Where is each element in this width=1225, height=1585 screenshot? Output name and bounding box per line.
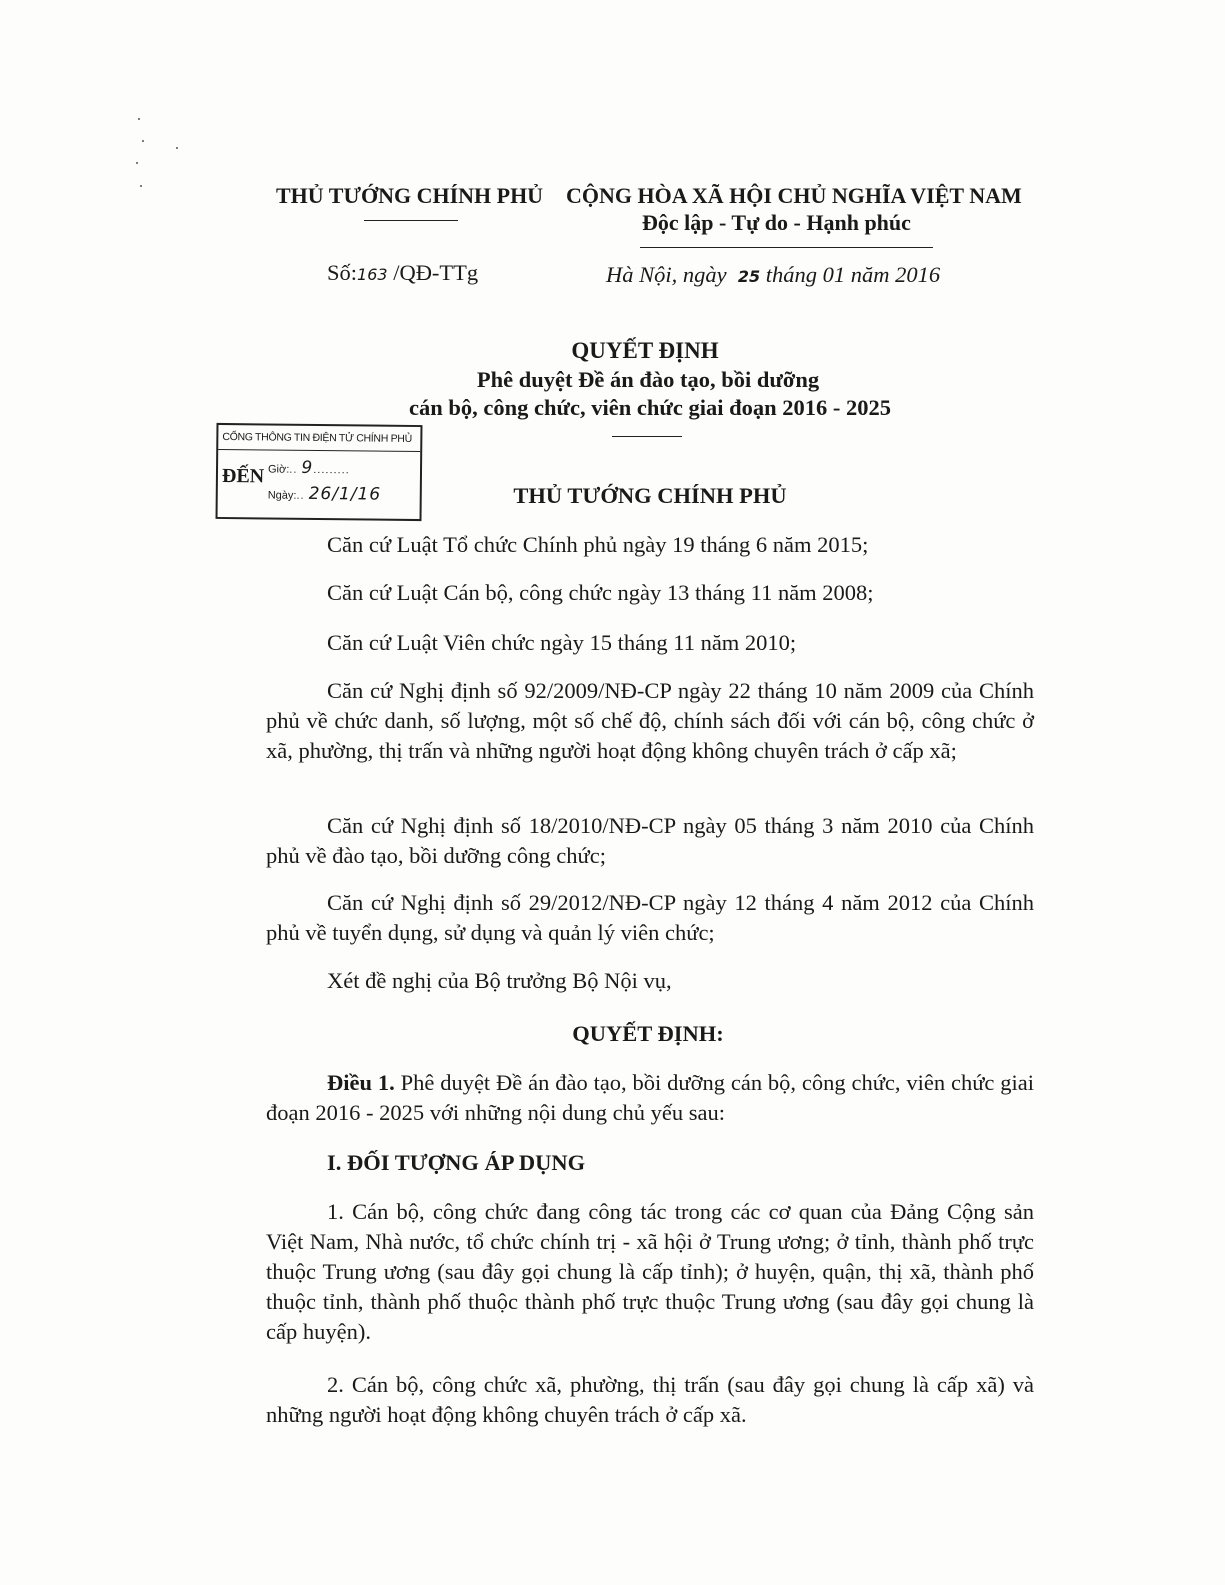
document-number: Số:163 /QĐ-TTg bbox=[327, 260, 479, 285]
document-subject-line2: cán bộ, công chức, viên chức giai đoạn 2016 - 2025 bbox=[408, 395, 891, 420]
stamp-date: Ngày:.. 26/1/16 bbox=[267, 483, 382, 505]
authority-heading: THỦ TƯỚNG CHÍNH PHỦ bbox=[513, 483, 787, 508]
section-1-item: 1. Cán bộ, công chức đang công tác trong các cơ quan của Đảng Cộng sản Việt Nam, Nhà nước, tổ chức chính trị - xã hội ở Trung ương; ở tỉnh, thành phố trực thuộc Trung ương (sau đây gọi chung là cấp tỉnh); ở huyện, quận, thị xã, thành phố thuộc tỉnh, thành phố thuộc thành phố trực thuộc Trung ương (sau đây gọi chung là cấp huyện). bbox=[266, 1199, 1034, 1344]
stamp-header: CỔNG THÔNG TIN ĐIỆN TỬ CHÍNH PHỦ bbox=[218, 425, 420, 452]
motto-underline bbox=[640, 247, 933, 248]
issuer-title: THỦ TƯỚNG CHÍNH PHỦ bbox=[276, 183, 544, 208]
scan-speck bbox=[140, 185, 142, 187]
scan-speck bbox=[142, 140, 144, 142]
issuer-underline bbox=[364, 220, 458, 221]
stamp-label: ĐẾN bbox=[221, 464, 265, 488]
country-title: CỘNG HÒA XÃ HỘI CHỦ NGHĨA VIỆT NAM bbox=[566, 183, 1022, 208]
legal-basis: Căn cứ Luật Tổ chức Chính phủ ngày 19 tháng 6 năm 2015; bbox=[327, 532, 869, 557]
legal-basis: Căn cứ Luật Cán bộ, công chức ngày 13 tháng 11 năm 2008; bbox=[327, 580, 874, 605]
handwritten-number: 163 bbox=[357, 265, 388, 284]
article-1: Điều 1. Phê duyệt Đề án đào tạo, bồi dưỡng cán bộ, công chức, viên chức giai đoạn 2016 - 2025 với những nội dung chủ yếu sau: bbox=[266, 1070, 1034, 1125]
stamp-date-value: 26/1/16 bbox=[308, 483, 382, 505]
document-type: QUYẾT ĐỊNH bbox=[571, 338, 719, 363]
handwritten-day: 25 bbox=[737, 267, 761, 286]
legal-basis: Căn cứ Luật Viên chức ngày 15 tháng 11 năm 2010; bbox=[327, 630, 797, 655]
legal-basis: Căn cứ Nghị định số 18/2010/NĐ-CP ngày 05 tháng 3 năm 2010 của Chính phủ về đào tạo, bồi dưỡng công chức; bbox=[266, 813, 1034, 868]
decision-heading: QUYẾT ĐỊNH: bbox=[572, 1021, 724, 1046]
scan-speck bbox=[136, 162, 138, 164]
motto: Độc lập - Tự do - Hạnh phúc bbox=[642, 210, 911, 235]
scan-speck bbox=[138, 118, 140, 120]
legal-basis: Căn cứ Nghị định số 92/2009/NĐ-CP ngày 22 tháng 10 năm 2009 của Chính phủ về chức danh, số lượng, một số chế độ, chính sách đối với cán bộ, công chức ở xã, phường, thị trấn và những người hoạt động không chuyên trách ở cấp xã; bbox=[266, 678, 1034, 763]
legal-basis: Căn cứ Nghị định số 29/2012/NĐ-CP ngày 12 tháng 4 năm 2012 của Chính phủ về tuyển dụng, sử dụng và quản lý viên chức; bbox=[266, 890, 1034, 945]
section-1-item: 2. Cán bộ, công chức xã, phường, thị trấn (sau đây gọi chung là cấp xã) và những người hoạt động không chuyên trách ở cấp xã. bbox=[266, 1372, 1034, 1427]
section-1-heading: I. ĐỐI TƯỢNG ÁP DỤNG bbox=[327, 1150, 586, 1175]
proposal: Xét đề nghị của Bộ trưởng Bộ Nội vụ, bbox=[327, 968, 672, 993]
title-underline bbox=[612, 436, 682, 437]
document-date: Hà Nội, ngày 25 tháng 01 năm 2016 bbox=[606, 262, 941, 287]
stamp-time: Giờ:.. 9......... bbox=[267, 457, 350, 478]
document-subject-line1: Phê duyệt Đề án đào tạo, bồi dưỡng bbox=[476, 367, 820, 392]
stamp-time-value: 9 bbox=[301, 457, 314, 478]
scan-speck bbox=[176, 147, 178, 149]
